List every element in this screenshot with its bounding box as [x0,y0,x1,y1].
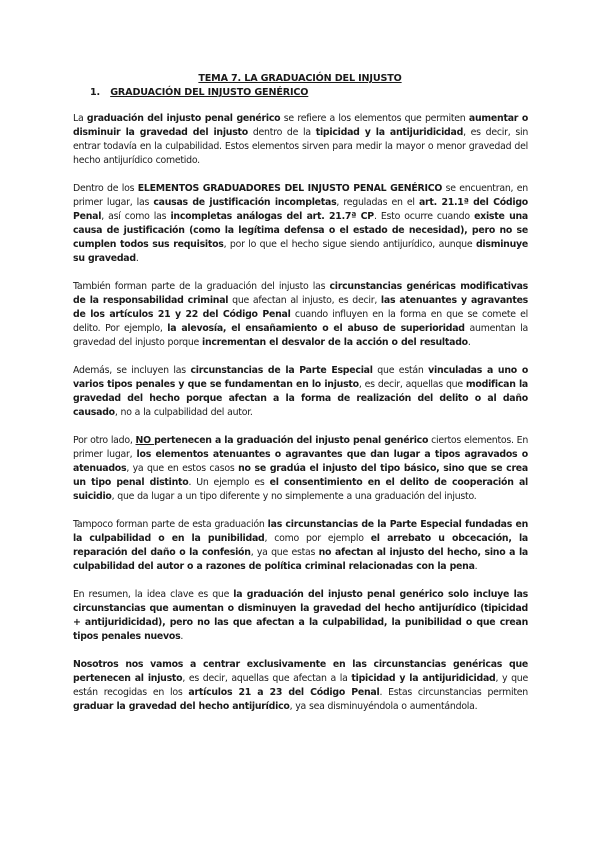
text-run: La [73,113,87,124]
text-run: , por lo que el hecho sigue siendo antijurídico, aunque [223,239,476,250]
paragraph [73,588,528,644]
text-run: dentro de la [247,127,316,138]
bold-text-run: art. 21.1ª del Código Penal [73,197,529,222]
bold-text-run: el consentimiento en el delito de cooperación al suicidio [73,477,528,502]
paragraph [73,518,528,574]
text-run: ciertos elementos. En primer lugar, [73,435,529,460]
bold-text-run: modifican la gravedad del hecho porque afectan a la forma de realización del delito o al daño causado [73,379,529,418]
bold-text-run: tipicidad y la antijuridicidad [315,127,464,138]
text-run: Además, se incluyen las [73,365,191,376]
bold-text-run: el arrebato u obcecación, la reparación del daño o la confesión [73,533,528,558]
section-heading [90,86,308,99]
bold-text-run: Nosotros nos vamos a centrar exclusivamente en las circunstancias genéricas que pertenecen al injusto [73,659,528,684]
text-run: , es decir, sin entrar todavía en la culpabilidad. Estos elementos sirven para medir la mayor o menor gravedad del hecho antijurídico cometido. [73,127,529,166]
bold-text-run: las circunstancias de la Parte Especial fundadas en la culpabilidad o en la punibilidad [73,519,528,544]
text-run: . [180,631,184,642]
bold-text-run: ELEMENTOS GRADUADORES DEL INJUSTO PENAL GENÉRICO [137,183,443,194]
text-run: . [474,561,478,572]
text-run: . [467,337,471,348]
text-run: , ya sea disminuyéndola o aumentándola. [289,701,478,712]
document-body [73,112,528,728]
paragraph [73,434,528,504]
paragraph [73,364,528,420]
bold-text-run: incompletas análogas del art. 21.7ª CP [170,211,374,222]
text-run: , reguladas en el [336,197,419,208]
bold-text-run: disminuye su gravedad [73,239,528,264]
text-run: Por otro lado, [73,435,136,446]
paragraph [73,658,528,714]
bold-text-run: circunstancias genéricas modificativas de la responsabilidad criminal [73,281,528,306]
text-run: aumentan la gravedad del injusto porque [73,323,528,348]
bold-text-run: circunstancias de la Parte Especial [190,365,373,376]
bold-text-run: aumentar o disminuir la gravedad del injusto [73,113,529,138]
bold-text-run: no afectan al injusto del hecho, sino a la culpabilidad del autor o a razones de política criminal relacionadas con la pena [73,547,528,572]
text-run: cuando influyen en la forma en que se comete el delito. Por ejemplo, [73,309,529,334]
text-run: , ya que en estos casos [126,463,239,474]
bold-text-run: causas de justificación incompletas [153,197,337,208]
section-number: 1. [90,87,101,98]
paragraph [73,182,528,266]
paragraph [73,280,528,350]
text-run: se encuentran, en primer lugar, las [73,183,528,208]
bold-text-run: existe una causa de justificación (como la legítima defensa o el estado de necesidad), pero no se cumplen todos sus requisitos [73,211,529,250]
bold-text-run: los elementos atenuantes o agravantes que dan lugar a tipos agravados o atenuados [73,449,528,474]
bold-text-run: vinculadas a uno o varios tipos penales y que se fundamentan en lo injusto [73,365,529,390]
page-title: TEMA 7. LA GRADUACIÓN DEL INJUSTO [198,73,402,84]
text-run: , no a la culpabilidad del autor. [114,407,253,418]
text-run: . Un ejemplo es [188,477,270,488]
bold-text-run: las atenuantes y agravantes de los artículos 21 y 22 del Código Penal [73,295,529,320]
bold-text-run: no se gradúa el injusto del tipo básico, sino que se crea un tipo penal distinto [73,463,528,488]
text-run: , es decir, aquellas que [358,379,466,390]
text-run: que están [372,365,429,376]
text-run: Dentro de los [73,183,138,194]
text-run: , y que están recogidas en los [73,673,529,698]
bold-text-run: graduación del injusto penal genérico [86,113,281,124]
bold-text-run: artículos 21 a 23 del Código Penal [188,687,380,698]
text-run: , así como las [101,211,171,222]
bold-text-run: graduar la gravedad del hecho antijurídico [73,701,290,712]
text-run: que afectan al injusto, es decir, [228,295,381,306]
text-run: se refiere a los elementos que permiten [280,113,469,124]
text-run: También forman parte de la graduación del injusto las [73,281,330,292]
text-run: . Esto ocurre cuando [373,211,475,222]
text-run: En resumen, la idea clave es que [73,589,234,600]
text-run: , es decir, aquellas que afectan a la [182,673,352,684]
text-run: Tampoco forman parte de esta graduación [73,519,268,530]
text-run: . [135,253,139,264]
paragraph [73,112,528,168]
bold-text-run: tipicidad y la antijuridicidad [351,673,496,684]
section-title: GRADUACIÓN DEL INJUSTO GENÉRICO [110,87,309,98]
text-run: , ya que estas [250,547,319,558]
bold-text-run: NO [135,435,155,446]
text-run: , como por ejemplo [264,533,371,544]
text-run: . Estas circunstancias permiten [379,687,528,698]
bold-text-run: la alevosía, el ensañamiento o el abuso de superioridad [167,323,465,334]
bold-text-run: la graduación del injusto penal genérico solo incluye las circunstancias que aumentan o disminuyen la gravedad del hecho antijurídico (tipicidad + antijuridicidad), pero no las que afectan a la culpabilidad, la punibilidad o que crean tipos penales nuevos [73,589,528,642]
bold-text-run: incrementan el desvalor de la acción o del resultado [201,337,468,348]
bold-text-run: pertenecen a la graduación del injusto penal genérico [154,435,429,446]
text-run: , que da lugar a un tipo diferente y no simplemente a una graduación del injusto. [111,491,477,502]
